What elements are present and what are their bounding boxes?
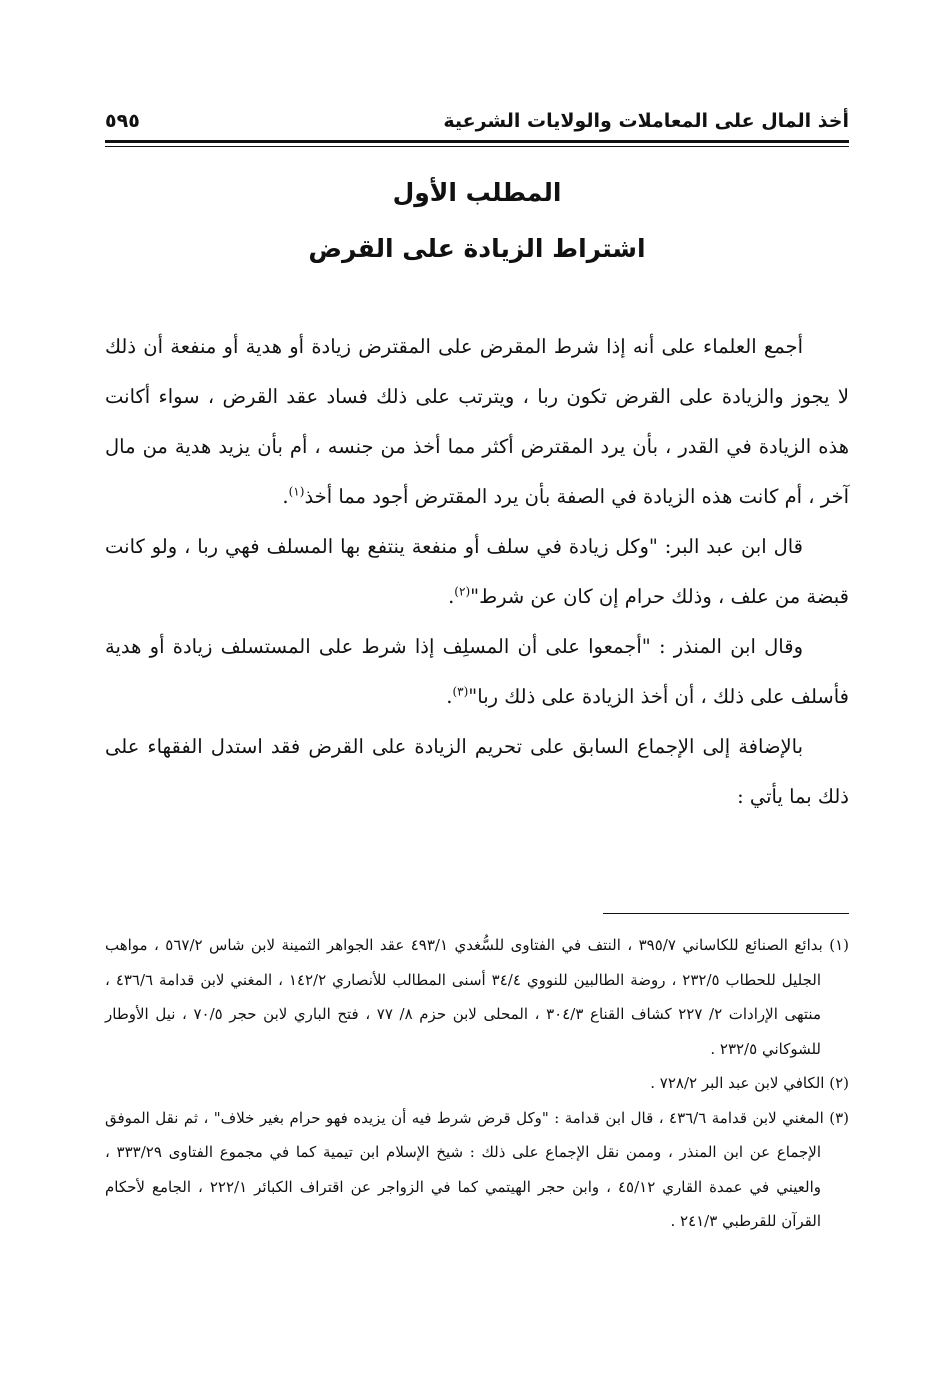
paragraph-ibn-abd-albarr <box>105 522 849 622</box>
paragraph-end: . <box>448 585 455 608</box>
paragraph-end: . <box>282 485 289 508</box>
footnote-ref-1[interactable]: (١) <box>288 484 305 499</box>
paragraph-ibn-almundhir <box>105 622 849 722</box>
paragraph-end: . <box>446 685 453 708</box>
footnote-ref-2[interactable]: (٢) <box>454 584 471 599</box>
paragraph-text: وقال ابن المنذر : "أجمعوا على أن المسلِف إذا شرط على المستسلف زيادة أو هدية فأسلف على ذلك ، أن أخذ الزيادة على ذلك ربا" <box>105 635 849 708</box>
running-title: أخذ المال على المعاملات والولايات الشرعية <box>443 110 849 132</box>
footnote-2: (٢) الكافي لابن عبد البر ٧٢٨/٢ . <box>650 1074 849 1092</box>
paragraph-consensus <box>105 322 849 522</box>
running-header <box>105 96 849 132</box>
footnote-1: (١) بدائع الصنائع للكاساني ٣٩٥/٧ ، النتف في الفتاوى للسُّغدي ٤٩٣/١ عقد الجواهر الثمينة لابن شاس ٥٦٧/٢ ، مواهب الجليل للحطاب ٢٣٢/٥ ، روضة الطالبين للنووي ٣٤/٤ أسنى المطالب للأنصاري ١٤٢/٢ ، المغني لابن قدامة ٤٣٦/٦ ، منتهى الإرادات ٢/ ٢٢٧ كشاف القناع ٣٠٤/٣ ، المحلى لابن حزم ٨/ ٧٧ ، فتح الباري لابن حجر ٧٠/٥ ، نيل الأوطار للشوكاني ٢٣٢/٥ . <box>105 936 849 1058</box>
section-title: المطلب الأول <box>392 178 562 207</box>
page-number: ٥٩٥ <box>105 110 140 132</box>
footnotes <box>105 928 849 1239</box>
header-divider <box>105 140 849 143</box>
footnote-divider <box>603 913 849 914</box>
paragraph-text: قال ابن عبد البر: "وكل زيادة في سلف أو منفعة ينتفع بها المسلف فهي ربا ، ولو كانت قبضة من علف ، وذلك حرام إن كان عن شرط" <box>105 535 849 608</box>
body-text <box>105 322 849 822</box>
section-subtitle: اشتراط الزيادة على القرض <box>308 234 646 263</box>
paragraph-text: أجمع العلماء على أنه إذا شرط المقرض على المقترض زيادة أو هدية أو منفعة أن ذلك لا يجوز والزيادة على القرض تكون ربا ، ويترتب على ذلك فساد عقد القرض ، سواء أكانت هذه الزيادة في القدر ، بأن يرد المقترض أكثر مما أخذ من جنسه ، أم بأن يزيد هدية من مال آخر ، أم كانت هذه الزيادة في الصفة بأن يرد المقترض أجود مما أخذ <box>105 335 849 508</box>
footnote-3: (٣) المغني لابن قدامة ٤٣٦/٦ ، قال ابن قدامة : "وكل قرض شرط فيه أن يزيده فهو حرام بغير خلاف" ، ثم نقل الموفق الإجماع عن ابن المنذر ، وممن نقل الإجماع على ذلك : شيخ الإسلام ابن تيمية كما في مجموع الفتاوى ٣٣٣/٢٩ ، والعيني في عمدة القاري ٤٥/١٢ ، وابن حجر الهيتمي كما في الزواجر عن اقتراف الكبائر ٢٢٢/١ ، الجامع لأحكام القرآن للقرطبي ٢٤١/٣ . <box>105 1108 849 1230</box>
paragraph-evidence-intro: بالإضافة إلى الإجماع السابق على تحريم الزيادة على القرض فقد استدل الفقهاء على ذلك بما يأتي : <box>105 735 849 808</box>
footnote-ref-3[interactable]: (٣) <box>452 684 469 699</box>
